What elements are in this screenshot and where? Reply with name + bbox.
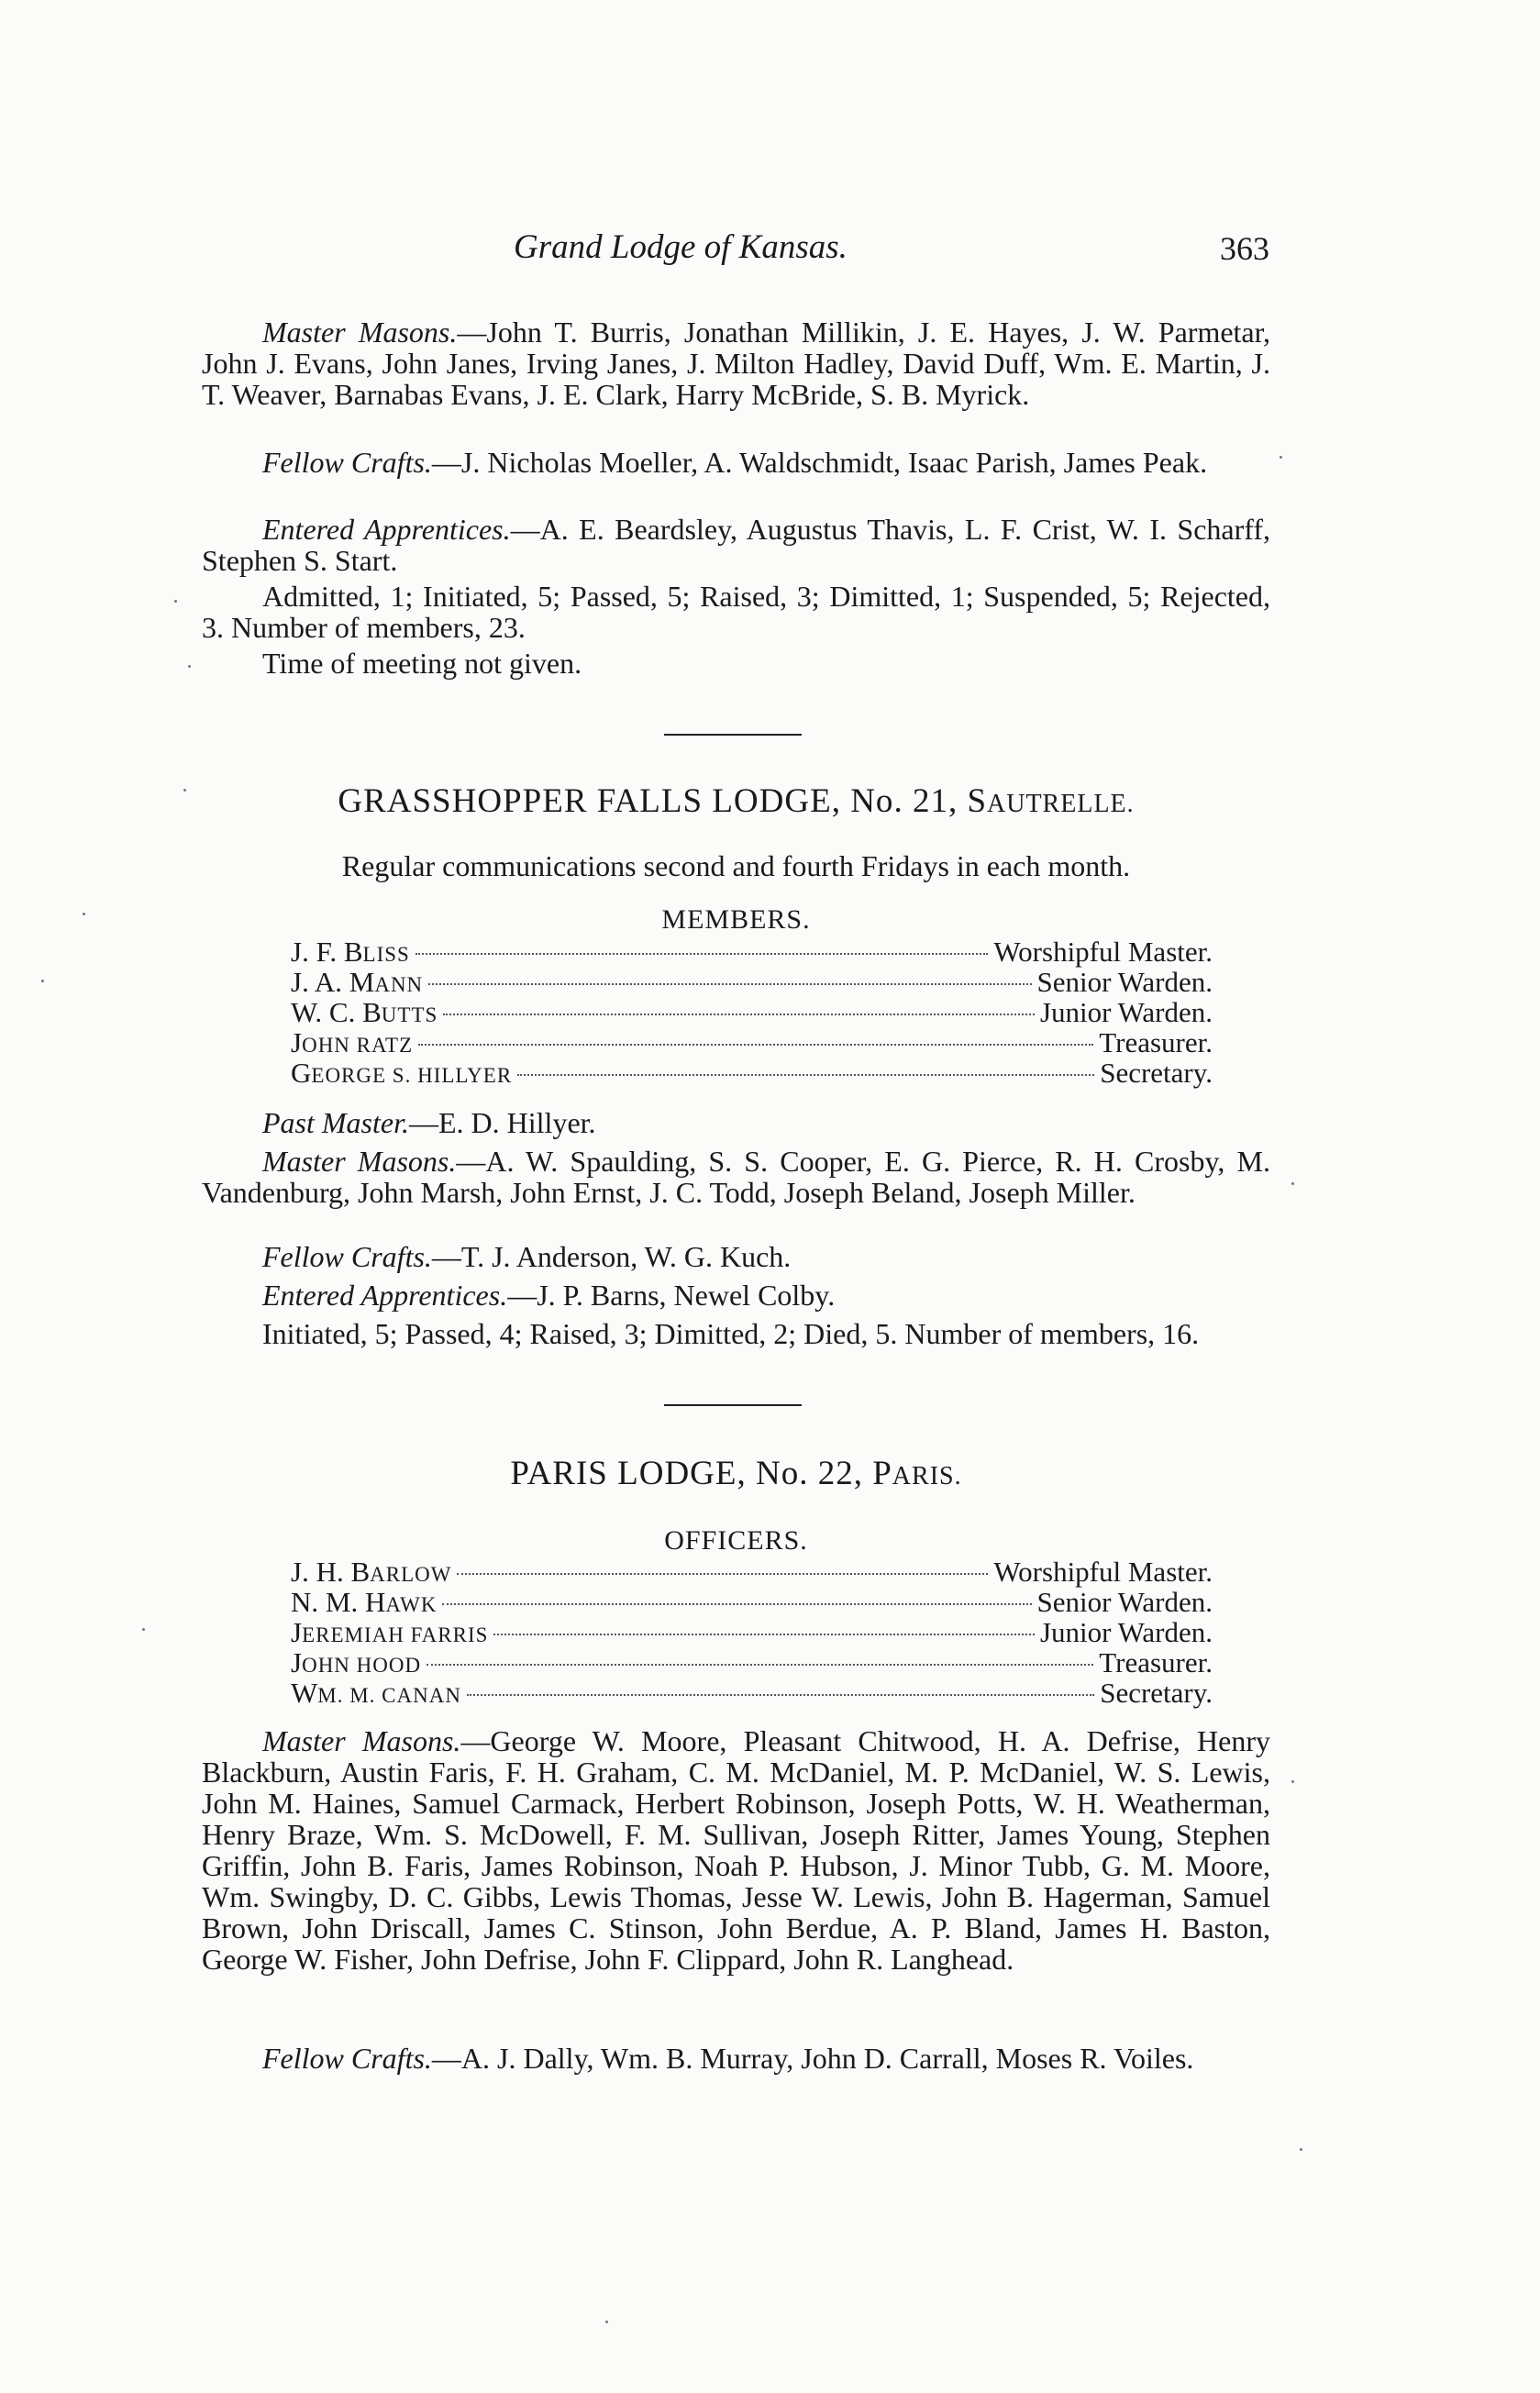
fellow-crafts-list: A. J. Dally, Wm. B. Murray, John D. Carrall, Moses R. Voiles. — [460, 2042, 1194, 2075]
officer-row — [291, 1617, 1213, 1650]
scan-speck — [605, 2321, 608, 2323]
officer-name: J. F. BLISS — [291, 936, 410, 968]
officer-office: Worshipful Master. — [993, 936, 1213, 968]
officer-row — [291, 1587, 1213, 1620]
entered-apprentices-label: Entered Apprentices. — [262, 513, 511, 546]
entered-apprentices-label: Entered Apprentices. — [262, 1279, 508, 1312]
scan-speck — [83, 913, 85, 915]
officer-office: Secretary. — [1100, 1057, 1213, 1089]
heading-place-initial: S — [967, 782, 988, 820]
officer-row — [291, 1027, 1213, 1060]
officer-row — [291, 1678, 1213, 1711]
officer-office: Secretary. — [1100, 1677, 1213, 1709]
scan-speck — [1300, 2148, 1302, 2151]
previous-statistics: Admitted, 1; Initiated, 5; Passed, 5; Raised, 3; Dimitted, 1; Suspended, 5; Rejected, 3. Number of members, 23. — [202, 580, 1270, 644]
master-masons-list: A. W. Spaulding, S. S. Cooper, E. G. Pierce, R. H. Crosby, M. Vandenburg, John Marsh, John Ernst, J. C. Todd, Joseph Beland, Joseph Miller. — [202, 1145, 1271, 1209]
officer-row — [291, 997, 1213, 1030]
scan-speck — [1291, 1780, 1294, 1783]
officer-office: Worshipful Master. — [993, 1556, 1213, 1588]
heading-no: No — [850, 782, 894, 820]
past-master-label: Past Master. — [262, 1106, 409, 1139]
dot-leader — [443, 1014, 1035, 1015]
master-masons-label: Master Masons. — [262, 316, 458, 349]
master-masons: Master Masons.—A. W. Spaulding, S. S. Cooper, E. G. Pierce, R. H. Crosby, M. Vandenburg, John Marsh, John Ernst, J. C. Todd, Joseph Beland, Joseph Miller. — [202, 1145, 1271, 1209]
previous-fellow-crafts: Fellow Crafts.—J. Nicholas Moeller, A. Waldschmidt, Isaac Parish, James Peak. — [262, 446, 1208, 479]
past-master-name: E. D. Hillyer. — [438, 1106, 596, 1139]
lodge-heading-grasshopper-falls — [202, 781, 1270, 821]
scan-speck — [1291, 1182, 1294, 1185]
scan-speck — [174, 600, 177, 603]
fellow-crafts-list: J. Nicholas Moeller, A. Waldschmidt, Isaac Parish, James Peak. — [460, 446, 1208, 479]
fellow-crafts-label: Fellow Crafts. — [262, 1240, 432, 1273]
officer-office: Senior Warden. — [1036, 966, 1213, 998]
dot-leader — [418, 1044, 1093, 1046]
officer-row — [291, 967, 1213, 1000]
heading-place-initial: P — [872, 1455, 892, 1492]
members-title: MEMBERS. — [661, 904, 811, 935]
dot-leader — [427, 1664, 1093, 1666]
officer-name: WM. M. CANAN — [291, 1677, 461, 1709]
officer-name: GEORGE S. HILLYER — [291, 1057, 513, 1089]
lodge-statistics: Initiated, 5; Passed, 4; Raised, 3; Dimitted, 2; Died, 5. Number of members, 16. — [262, 1317, 1200, 1350]
officer-name: N. M. HAWK — [291, 1586, 438, 1618]
page-number: 363 — [1220, 230, 1269, 267]
regular-communications: Regular communications second and fourth Fridays in each month. — [341, 849, 1131, 882]
section-divider — [664, 734, 802, 736]
entered-apprentices-list: J. P. Barns, Newel Colby. — [537, 1279, 836, 1312]
dot-leader — [415, 953, 989, 955]
officer-name: JEREMIAH FARRIS — [291, 1616, 489, 1648]
entered-apprentices-list: A. E. Beardsley, Augustus Thavis, L. F. Crist, W. I. Scharff, Stephen S. Start. — [202, 513, 1271, 577]
fellow-crafts-label: Fellow Crafts. — [262, 2042, 432, 2075]
previous-meeting-note: Time of meeting not given. — [262, 647, 582, 680]
officer-office: Senior Warden. — [1036, 1586, 1213, 1618]
heading-no: No — [755, 1455, 800, 1492]
section-divider — [664, 1404, 802, 1406]
heading-number: . 22, — [799, 1455, 873, 1492]
fellow-crafts-label: Fellow Crafts. — [262, 446, 432, 479]
master-masons-label: Master Masons. — [262, 1145, 457, 1178]
officer-name: J. H. BARLOW — [291, 1556, 452, 1588]
dot-leader — [428, 983, 1031, 985]
dot-leader — [457, 1573, 988, 1575]
fellow-crafts: Fellow Crafts.—A. J. Dally, Wm. B. Murray, John D. Carrall, Moses R. Voiles. — [262, 2042, 1194, 2075]
officer-office: Treasurer. — [1099, 1026, 1213, 1058]
heading-number: . 21, — [893, 782, 968, 820]
past-master: Past Master.—E. D. Hillyer. — [262, 1106, 596, 1139]
dot-leader — [467, 1694, 1094, 1696]
lodge-heading-paris — [202, 1454, 1270, 1493]
officers-title: OFFICERS. — [664, 1525, 808, 1556]
dot-leader — [493, 1634, 1035, 1635]
officer-office: Junior Warden. — [1039, 1616, 1213, 1648]
scan-speck — [188, 665, 191, 668]
heading-name: GRASSHOPPER FALLS LODGE, — [338, 782, 851, 820]
previous-master-masons: Master Masons.—John T. Burris, Jonathan Millikin, J. E. Hayes, J. W. Parmetar, John J. Evans, John Janes, Irving Janes, J. Milton Hadley, David Duff, Wm. E. Martin, J. T. Weaver, Barnabas Evans, J. E. Clark, Harry McBride, S. B. Myrick. — [202, 316, 1271, 411]
master-masons-list: John T. Burris, Jonathan Millikin, J. E. Hayes, J. W. Parmetar, John J. Evans, John Janes, Irving Janes, J. Milton Hadley, David Duff, Wm. E. Martin, J. T. Weaver, Barnabas Evans, J. E. Clark, Harry McBride, S. B. Myrick. — [202, 316, 1271, 411]
officer-name: J. A. MANN — [291, 966, 424, 998]
officer-row — [291, 1058, 1213, 1091]
scan-speck — [1280, 456, 1282, 459]
master-masons: Master Masons.—George W. Moore, Pleasant Chitwood, H. A. Defrise, Henry Blackburn, Austin Faris, F. H. Graham, C. M. McDaniel, M. P. McDaniel, W. S. Lewis, John M. Haines, Samuel Carmack, Herbert Robinson, Joseph Potts, W. H. Weatherman, Henry Braze, Wm. S. McDowell, F. M. Sullivan, Joseph Ritter, James Young, Stephen Griffin, John B. Faris, James Robinson, Noah P. Hubson, J. Minor Tubb, G. M. Moore, Wm. Swingby, D. C. Gibbs, Lewis Thomas, Jesse W. Lewis, John B. Hagerman, Samuel Brown, John Driscall, James C. Stinson, John Berdue, A. P. Bland, James H. Baston, George W. Fisher, John Defrise, John F. Clippard, John R. Langhead. — [202, 1724, 1271, 1976]
heading-name: PARIS LODGE, — [510, 1455, 756, 1492]
running-title: Grand Lodge of Kansas. — [514, 228, 848, 266]
officer-name: JOHN RATZ — [291, 1026, 414, 1058]
master-masons-list: George W. Moore, Pleasant Chitwood, H. A. Defrise, Henry Blackburn, Austin Faris, F. H. Graham, C. M. McDaniel, M. P. McDaniel, W. S. Lewis, John M. Haines, Samuel Carmack, Herbert Robinson, Joseph Potts, W. H. Weatherman, Henry Braze, Wm. S. McDowell, F. M. Sullivan, Joseph Ritter, James Young, Stephen Griffin, John B. Faris, James Robinson, Noah P. Hubson, J. Minor Tubb, G. M. Moore, Wm. Swingby, D. C. Gibbs, Lewis Thomas, Jesse W. Lewis, John B. Hagerman, Samuel Brown, John Driscall, James C. Stinson, John Berdue, A. P. Bland, James H. Baston, George W. Fisher, John Defrise, John F. Clippard, John R. Langhead. — [202, 1724, 1271, 1976]
scan-speck — [41, 980, 44, 982]
entered-apprentices: Entered Apprentices.—J. P. Barns, Newel Colby. — [262, 1279, 836, 1312]
master-masons-label: Master Masons. — [262, 1724, 461, 1757]
officer-name: JOHN HOOD — [291, 1646, 422, 1678]
heading-place: ARIS. — [892, 1462, 962, 1490]
officer-office: Junior Warden. — [1039, 996, 1213, 1028]
officer-row — [291, 1557, 1213, 1590]
scan-speck — [142, 1628, 145, 1631]
dot-leader — [442, 1603, 1031, 1605]
scan-speck — [183, 789, 186, 792]
previous-entered-apprentices: Entered Apprentices.—A. E. Beardsley, Augustus Thavis, L. F. Crist, W. I. Scharff, Stephen S. Start. — [202, 513, 1271, 577]
officer-name: W. C. BUTTS — [291, 996, 438, 1028]
dot-leader — [517, 1074, 1094, 1076]
heading-place: AUTRELLE. — [987, 790, 1135, 818]
fellow-crafts: Fellow Crafts.—T. J. Anderson, W. G. Kuch. — [262, 1240, 792, 1273]
officer-office: Treasurer. — [1099, 1646, 1213, 1678]
officer-row — [291, 1647, 1213, 1680]
fellow-crafts-list: T. J. Anderson, W. G. Kuch. — [460, 1240, 792, 1273]
officer-row — [291, 936, 1213, 969]
